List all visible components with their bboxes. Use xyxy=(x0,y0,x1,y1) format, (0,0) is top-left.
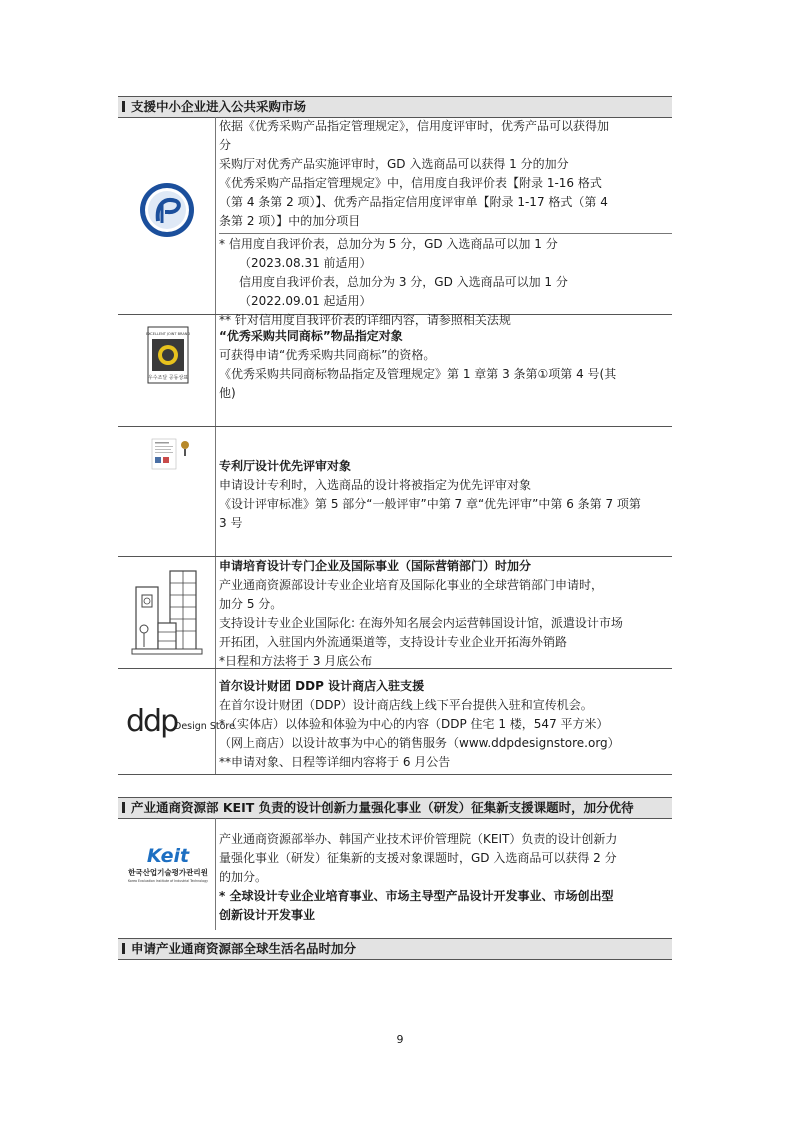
row-excellent-procurement xyxy=(118,117,672,327)
joint-brand-badge-cell xyxy=(118,315,216,426)
keit-logo-en-text: Korea Evaluation Institute of Industrial Technology xyxy=(127,879,209,883)
text-line: 量强化事业（研发）征集新的支援对象课题时，GD 入选商品可以获得 2 分 xyxy=(219,851,617,865)
text-line: 的加分。 xyxy=(219,870,268,884)
text-line: 依据《优秀采购产品指定管理规定》，信用度评审时，优秀产品可以获得加 xyxy=(219,119,610,133)
text-line: 加分 5 分。 xyxy=(219,597,283,611)
text-line: 条第 2 项）】中的加分项目 xyxy=(219,214,361,228)
section-marker xyxy=(122,802,125,813)
row-title: 专利厅设计优先评审对象 xyxy=(219,459,352,473)
procurement-emblem-icon xyxy=(118,117,216,315)
text-line: 采购厅对优秀产品实施评审时，GD 入选商品可以获得 1 分的加分 xyxy=(219,157,569,171)
text-line: 《优秀采购产品指定管理规定》中，信用度自我评价表【附录 1-16 格式 xyxy=(219,176,602,190)
note-line: 信用度自我评价表，总加分为 3 分，GD 入选商品可以加 1 分 xyxy=(239,275,568,289)
section-header-public-procurement xyxy=(118,96,672,118)
text-line: 产业通商资源部设计专业企业培育及国际化事业的全球营销部门申请时， xyxy=(219,578,604,592)
row-text xyxy=(219,830,672,925)
certificate-thumbnail-cell xyxy=(118,427,216,556)
text-line: （第 4 条第 2 项）】、优秀产品指定信用度评审单【附录 1-17 格式（第 4 xyxy=(219,195,608,209)
buildings-illustration-cell xyxy=(118,557,216,668)
certificate-thumbnail-icon xyxy=(118,427,216,557)
row-ddp-store xyxy=(118,669,672,775)
row-title: 申请培育设计专门企业及国际事业（国际营销部门）时加分 xyxy=(219,559,532,573)
text-line: *日程和方法将于 3 月底公布 xyxy=(219,654,373,668)
section-header-keit xyxy=(118,797,672,819)
keit-logo-icon xyxy=(118,818,216,930)
text-line: 他) xyxy=(219,386,236,400)
row-title: “优秀采购共同商标”物品指定对象 xyxy=(219,329,403,343)
section-title: 申请产业通商资源部全球生活名品时加分 xyxy=(131,941,357,956)
note-line: （2022.09.01 起适用） xyxy=(239,294,372,308)
row-design-enterprise xyxy=(118,557,672,669)
row-text xyxy=(219,557,672,671)
section-title: 支援中小企业进入公共采购市场 xyxy=(131,99,307,114)
ddp-logo-text: ddp xyxy=(126,704,178,739)
row-title: 首尔设计财团 DDP 设计商店入驻支援 xyxy=(219,679,425,693)
ddp-logo-cell xyxy=(118,669,235,774)
text-line: 分 xyxy=(219,138,232,152)
keit-logo-cell xyxy=(118,818,216,930)
row-text xyxy=(219,327,672,403)
keit-logo-text: Keit xyxy=(146,845,190,867)
text-line: * 全球设计专业企业培育事业、市场主导型产品设计开发事业、市场创出型 xyxy=(219,889,614,903)
note-line: * 信用度自我评价表，总加分为 5 分，GD 入选商品可以加 1 分 xyxy=(219,237,558,251)
row-text xyxy=(219,117,672,330)
ddp-logo-sub-text: Design Store xyxy=(174,721,235,732)
row-text xyxy=(219,457,672,533)
ddp-design-store-logo-icon xyxy=(118,669,235,775)
page-number: 9 xyxy=(396,1033,404,1046)
section-header-global-living xyxy=(118,938,672,960)
note-line: （2023.08.31 前适用） xyxy=(239,256,372,270)
text-line: *（实体店）以体验和体验为中心的内容（DDP 住宅 1 楼，547 平方米） xyxy=(219,717,609,731)
text-line: **申请对象、日程等详细内容将于 6 月公告 xyxy=(219,755,451,769)
text-line: 《优秀采购共同商标物品指定及管理规定》第 1 章第 3 条第①项第 4 号(其 xyxy=(219,367,617,381)
section-marker xyxy=(122,101,125,112)
text-line: 在首尔设计财团（DDP）设计商店线上线下平台提供入驻和宣传机会。 xyxy=(219,698,593,712)
row-design-priority xyxy=(118,427,672,557)
badge-top-text: EXCELLENT JOINT BRAND xyxy=(145,332,191,336)
buildings-illustration-icon xyxy=(118,557,216,669)
text-line: 申请设计专利时，入选商品的设计将被指定为优先评审对象 xyxy=(219,478,532,492)
note-line: ** 针对信用度自我评价表的详细内容，请参照相关法规 xyxy=(219,313,511,327)
joint-brand-badge-icon xyxy=(118,315,216,427)
keit-logo-kr-text: 한국산업기술평가관리원 xyxy=(128,868,208,877)
text-line: 支持设计专业企业国际化: 在海外知名展会内运营韩国设计馆，派遣设计市场 xyxy=(219,616,623,630)
text-line: （网上商店）以设计故事为中心的销售服务（www.ddpdesignstore.org） xyxy=(219,736,620,750)
text-line: 3 号 xyxy=(219,516,243,530)
text-line: 产业通商资源部举办、韩国产业技术评价管理院（KEIT）负责的设计创新力 xyxy=(219,832,618,846)
procurement-emblem-cell xyxy=(118,117,216,314)
text-line: 可获得申请“优秀采购共同商标”的资格。 xyxy=(219,348,436,362)
text-line: 《设计评审标准》第 5 部分“一般评审”中第 7 章“优先评审”中第 6 条第 7 项第 xyxy=(219,497,641,511)
badge-bottom-text: 우수조달 공동상표 xyxy=(147,375,189,381)
row-text xyxy=(219,677,672,772)
section-title: 产业通商资源部 KEIT 负责的设计创新力量强化事业（研发）征集新支援课题时，加分优待 xyxy=(131,800,634,815)
text-line: 创新设计开发事业 xyxy=(219,908,316,922)
section-marker xyxy=(122,943,125,954)
text-line: 开拓团，入驻国内外流通渠道等，支持设计专业企业开拓海外销路 xyxy=(219,635,568,649)
row-joint-brand xyxy=(118,315,672,427)
row-keit xyxy=(118,818,672,930)
